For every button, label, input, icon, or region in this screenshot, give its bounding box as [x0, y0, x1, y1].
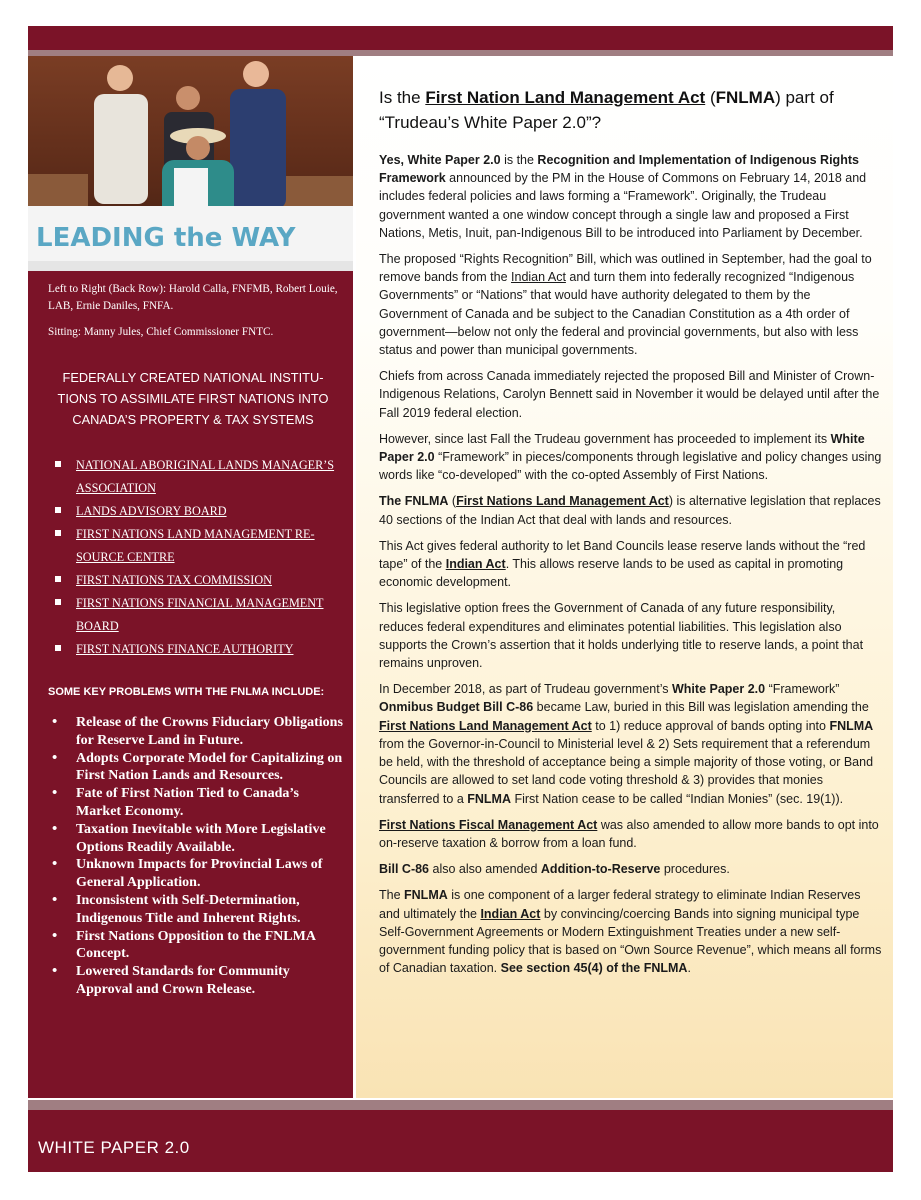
- problems-title: SOME KEY PROBLEMS WITH THE FNLMA INCLUDE:: [48, 686, 325, 698]
- problems-list: [50, 714, 345, 999]
- paragraph: [379, 151, 882, 242]
- text-span: Indian Act: [445, 557, 506, 572]
- text-span: is the: [500, 153, 538, 167]
- institution-link[interactable]: FIRST NATIONS FINANCIAL MANAGEMENT BOARD: [76, 596, 324, 633]
- text-span: ) is alternative legislation that replaces 40 sections of the Indian Act that deal with lands and resources.: [379, 494, 881, 527]
- text-span: .: [687, 961, 691, 976]
- institution-link[interactable]: LANDS ADVISORY BOARD: [76, 504, 227, 518]
- text-span: (: [448, 494, 457, 509]
- paragraph: [379, 680, 882, 807]
- list-item: • Inconsistent with Self-Determination, Indigenous Title and Inherent Rights.: [50, 892, 345, 928]
- text-span: However, since last Fall the Trudeau government has proceeded to implement its: [379, 431, 831, 446]
- group-photo: [28, 56, 353, 271]
- banner-text: LEADING the WAY: [36, 223, 296, 253]
- text-span: White Paper 2.0: [672, 682, 766, 697]
- headline-text: (: [705, 88, 716, 107]
- text-span: The proposed “Rights Recognition” Bill, which was outlined in September, had the goal to remove bands from the: [379, 252, 872, 285]
- paragraph: [379, 860, 882, 878]
- text-span: by convincing/coercing Bands into signing municipal type Self-Government Agreements or Modern Extinguishment Treaties under a new self-government funding policy that is based on “Own Source Revenue”, which means all forms of Canadian taxation.: [379, 906, 882, 976]
- text-span: Onmibus Budget Bill C-86: [379, 700, 534, 715]
- text-span: “Framework” in pieces/components through legislative and policy changes using words like “co-developed” with the co-opted Assembly of First Nations.: [379, 450, 882, 483]
- text-span: White Paper 2.0: [379, 431, 865, 465]
- text-span: White Paper 2.0: [407, 153, 501, 167]
- caption-sitting: Sitting: Manny Jules, Chief Commissioner FNTC.: [48, 326, 274, 338]
- institutions-list: [52, 454, 342, 661]
- photo-caption: [48, 281, 343, 341]
- text-span: FNLMA: [404, 888, 448, 903]
- text-span: was also amended to allow more bands to opt into on-reserve taxation & borrow from a loan fund.: [379, 817, 879, 850]
- text-span: Addition-to-Reserve: [540, 862, 661, 877]
- text-span: to 1) reduce approval of bands opting into: [591, 718, 830, 733]
- list-item: • Taxation Inevitable with More Legislative Options Readily Available.: [50, 821, 345, 857]
- footer-bar: [28, 1110, 893, 1172]
- main-article: [356, 56, 893, 1098]
- text-span: The FNLMA: [379, 494, 449, 509]
- list-item: • Lowered Standards for Community Approval and Crown Release.: [50, 963, 345, 999]
- list-item: • Fate of First Nation Tied to Canada’s Market Economy.: [50, 785, 345, 821]
- institutions-title: FEDERALLY CREATED NATIONAL INSTITUTIONS TO ASSIMILATE FIRST NATIONS INTO CANADA’S PROPERTY & TAX SYSTEMS: [57, 370, 329, 427]
- text-span: is one component of a larger federal strategy to eliminate Indian Reserves and ultimately the: [379, 888, 861, 921]
- institution-link[interactable]: FIRST NATIONS TAX COMMISSION: [76, 573, 272, 587]
- text-span: and turn them into federally recognized “Indigenous Governments” or “Nations” that would have authority delegated to them by the Government of Canada and be subject to the Canadian Constitution as a 4th order of government—below not only the federal and provincial governments, but also with less status and power than municipal governments.: [379, 270, 859, 358]
- footer-shade: [28, 1100, 893, 1110]
- list-item: • Adopts Corporate Model for Capitalizing on First Nation Lands and Resources.: [50, 750, 345, 786]
- article-body: [379, 85, 882, 985]
- paragraph: [379, 492, 882, 528]
- paragraph: [379, 537, 882, 592]
- text-span: This Act gives federal authority to let Band Councils lease reserve lands without the “red tape” of the: [379, 538, 866, 572]
- text-span: First Nations Land Management Act: [456, 494, 669, 509]
- paragraph: [379, 250, 882, 359]
- paragraph: Chiefs from across Canada immediately rejected the proposed Bill and Minister of Crown-Indigenous Relations, Carolyn Bennett said in November it would be delayed until after the Fall 2019 federal election.: [379, 369, 880, 420]
- text-span: Recognition and Implementation of Indigenous Rights Framework: [379, 153, 859, 186]
- caption-names: Left to Right (Back Row): Harold Calla, FNFMB, Robert Louie, LAB, Ernie Daniles, FNFA.: [48, 283, 338, 312]
- list-item: [52, 454, 342, 500]
- headline-text: Is the: [379, 88, 426, 107]
- text-span: became Law, buried in this Bill was legislation amending the: [533, 700, 869, 715]
- list-item: [52, 638, 342, 661]
- text-span: First Nations Land Management Act: [379, 718, 592, 733]
- list-item: [52, 523, 342, 569]
- paragraph: This legislative option frees the Government of Canada of any future responsibility, reduces federal expenditures and eliminates potential liabilities. This legislation also supports the Crown’s assertion that it holds underlying title to reserve lands, a point that remains unproven.: [379, 601, 864, 671]
- list-item: • First Nations Opposition to the FNLMA Concept.: [50, 928, 345, 964]
- text-span: First Nations Fiscal Management Act: [379, 817, 598, 832]
- institution-link[interactable]: FIRST NATIONS LAND MANAGEMENT RESOURCE CENTRE: [76, 527, 315, 564]
- top-banner-bar: [28, 26, 893, 50]
- text-span: Bill C-86: [379, 862, 430, 877]
- text-span: See section 45(4) of the FNLMA: [500, 961, 688, 976]
- text-span: First Nation cease to be called “Indian Monies” (sec. 19(1)).: [511, 791, 844, 806]
- text-span: announced by the PM in the House of Commons on February 14, 2018 and includes federal policies and laws forming a “Framework”. Originally, the Trudeau government wanted a one window concept through a single law and proposed a First Nations, Metis, Inuit, pan-Indigenous Bill to be introduced into Parliament by December.: [379, 171, 867, 240]
- article-headline: [379, 85, 882, 135]
- text-span: Indian Act: [480, 906, 541, 921]
- text-span: FNLMA: [829, 718, 874, 733]
- text-span: FNLMA: [467, 791, 511, 806]
- paragraph: [379, 430, 882, 485]
- list-item: • Unknown Impacts for Provincial Laws of General Application.: [50, 856, 345, 892]
- text-span: from the Governor-in-Council to Ministerial level & 2) Sets requirement that a referendum be held, with the threshold of acceptance being a simple majority of those voting, or Band Councils are allowed to set land code voting threshold & 3) provides that monies transferred to a: [379, 736, 874, 806]
- headline-act-name: First Nation Land Management Act: [425, 88, 706, 107]
- text-span: also also amended: [429, 862, 541, 877]
- footer-title: WHITE PAPER 2.0: [38, 1138, 190, 1157]
- text-span: Yes,: [379, 153, 408, 167]
- sidebar: [28, 56, 353, 1098]
- list-item: [52, 569, 342, 592]
- institution-link[interactable]: FIRST NATIONS FINANCE AUTHORITY: [76, 642, 294, 656]
- text-span: “Framework”: [765, 682, 840, 697]
- list-item: [52, 592, 342, 638]
- list-item: [52, 500, 342, 523]
- paragraph: [379, 816, 882, 852]
- headline-abbr: FNLMA: [715, 88, 776, 107]
- text-span: In December 2018, as part of Trudeau government’s: [379, 682, 672, 697]
- text-span: The: [379, 888, 405, 903]
- institution-link[interactable]: NATIONAL ABORIGINAL LANDS MANAGER’S ASSOCIATION: [76, 458, 335, 495]
- text-span: procedures.: [660, 862, 730, 877]
- headline-text: ) part of “Trudeau’s White Paper 2.0”?: [379, 88, 834, 132]
- text-span: Indian Act: [511, 270, 566, 285]
- list-item: • Release of the Crowns Fiduciary Obligations for Reserve Land in Future.: [50, 714, 345, 750]
- paragraph: [379, 886, 882, 977]
- text-span: . This allows reserve lands to be used as capital in promoting economic development.: [379, 557, 844, 590]
